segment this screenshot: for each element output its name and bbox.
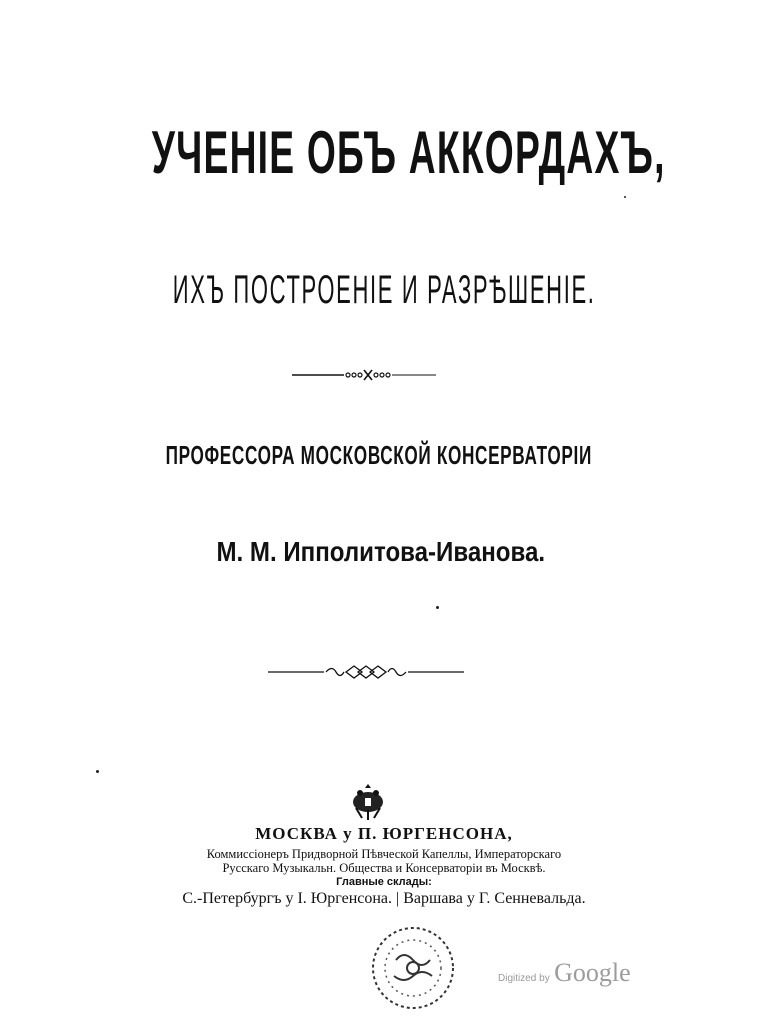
print-speck [96, 770, 99, 773]
book-title: УЧЕНІЕ ОБЪ АККОРДАХЪ, [151, 119, 666, 186]
depots-cities: С.-Петербургъ у І. Юргенсона. | Варшава у Г. Сенневальда. [182, 890, 586, 907]
watermark-prefix: Digitized by [498, 973, 550, 984]
print-speck [624, 196, 626, 198]
depots-label: Главные склады: [336, 876, 432, 888]
ornament-divider-bottom [268, 662, 468, 682]
professor-line: ПРОФЕССОРА МОСКОВСКОЙ КОНСЕРВАТОРІИ [165, 440, 592, 470]
commission-line-2: Русскаго Музыкальн. Общества и Консерваторіи въ Москвѣ. [222, 861, 546, 875]
print-speck [436, 606, 439, 609]
commission-line-1: Коммиссіонеръ Придворной Пѣвческой Капеллы, Императорскаго [206, 847, 562, 861]
google-watermark [498, 958, 631, 988]
double-headed-eagle-emblem [348, 782, 388, 822]
author-name: М. М. Ипполитова-Иванова. [216, 536, 546, 567]
watermark-brand: Google [554, 958, 631, 987]
book-subtitle: ИХЪ ПОСТРОЕНІЕ И РАЗРѢШЕНІЕ. [172, 268, 596, 312]
library-stamp [366, 920, 460, 1012]
ornament-divider-top [290, 366, 440, 386]
publisher-line: МОСКВА у П. ЮРГЕНСОНА, [255, 824, 513, 843]
